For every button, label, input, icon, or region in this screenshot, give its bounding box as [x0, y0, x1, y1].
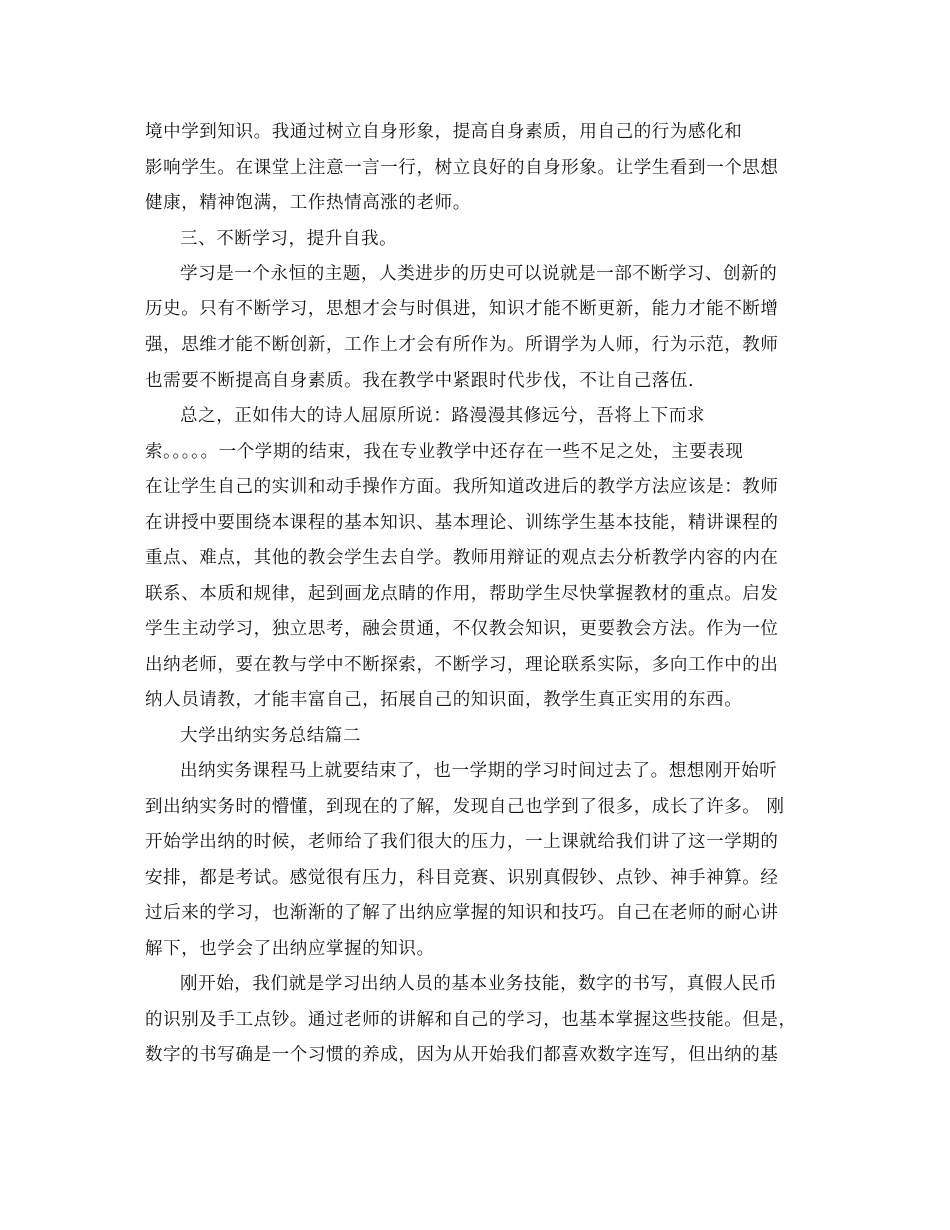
text-line: 过后来的学习，也渐渐的了解了出纳应掌握的知识和技巧。自己在老师的耐心讲	[145, 903, 779, 923]
text-line: 学习是一个永恒的主题，人类进步的历史可以说就是一部不断学习、创新的	[180, 264, 778, 284]
text-line: 总之，正如伟大的诗人屈原所说：路漫漫其修远兮，吾将上下而求	[180, 406, 705, 426]
text-line: 的识别及手工点钞。通过老师的讲解和自己的学习，也基本掌握这些技能。但是，	[145, 1010, 797, 1030]
text-line: 刚开始，我们就是学习出纳人员的基本业务技能，数字的书写，真假人民币	[180, 974, 778, 994]
text-line: 学生主动学习，独立思考，融会贯通，不仅教会知识，更要教会方法。作为一位	[145, 619, 779, 639]
text-line: 健康，精神饱满，工作热情高涨的老师。	[145, 193, 471, 213]
text-line: 索。。。。。一个学期的结束，我在专业教学中还存在一些不足之处，主要表现	[145, 442, 744, 462]
section-heading: 大学出纳实务总结篇二	[180, 726, 361, 746]
text-line: 解下，也学会了出纳应掌握的知识。	[145, 939, 435, 959]
text-line: 出纳老师，要在教与学中不断探索，不断学习，理论联系实际，多向工作中的出	[145, 655, 779, 675]
text-line: 也需要不断提高自身素质。我在教学中紧跟时代步伐，不让自己落伍.	[145, 371, 695, 391]
text-line: 出纳实务课程马上就要结束了，也一学期的学习时间过去了。想想刚开始听	[180, 761, 778, 781]
text-line: 纳人员请教，才能丰富自己，拓展自己的知识面，教学生真正实用的东西。	[145, 690, 743, 710]
text-line: 在让学生自己的实训和动手操作方面。我所知道改进后的教学方法应该是：教师	[145, 477, 779, 497]
text-line: 数字的书写确是一个习惯的养成，因为从开始我们都喜欢数字连写，但出纳的基	[145, 1045, 779, 1065]
text-line: 境中学到知识。我通过树立自身形象，提高自身素质，用自己的行为感化和	[145, 122, 743, 142]
text-line: 重点、难点，其他的教会学生去自学。教师用辩证的观点去分析教学内容的内在	[145, 548, 779, 568]
section-heading: 三、不断学习，提升自我。	[180, 229, 398, 249]
text-line: 安排，都是考试。感觉很有压力，科目竞赛、识别真假钞、点钞、神手神算。经	[145, 868, 779, 888]
text-line: 联系、本质和规律，起到画龙点睛的作用，帮助学生尽快掌握教材的重点。启发	[145, 584, 779, 604]
text-line: 强，思维才能不断创新，工作上才会有所作为。所谓学为人师，行为示范，教师	[145, 335, 779, 355]
text-line: 历史。只有不断学习，思想才会与时俱进，知识才能不断更新，能力才能不断增	[145, 299, 779, 319]
text-line: 到出纳实务时的懵懂，到现在的了解，发现自己也学到了很多，成长了许多。 刚	[145, 797, 785, 817]
text-line: 在讲授中要围绕本课程的基本知识、基本理论、训练学生基本技能，精讲课程的	[145, 513, 779, 533]
text-line: 开始学出纳的时候，老师给了我们很大的压力，一上课就给我们讲了这一学期的	[145, 832, 779, 852]
text-line: 影响学生。在课堂上注意一言一行，树立良好的自身形象。让学生看到一个思想	[145, 158, 779, 178]
